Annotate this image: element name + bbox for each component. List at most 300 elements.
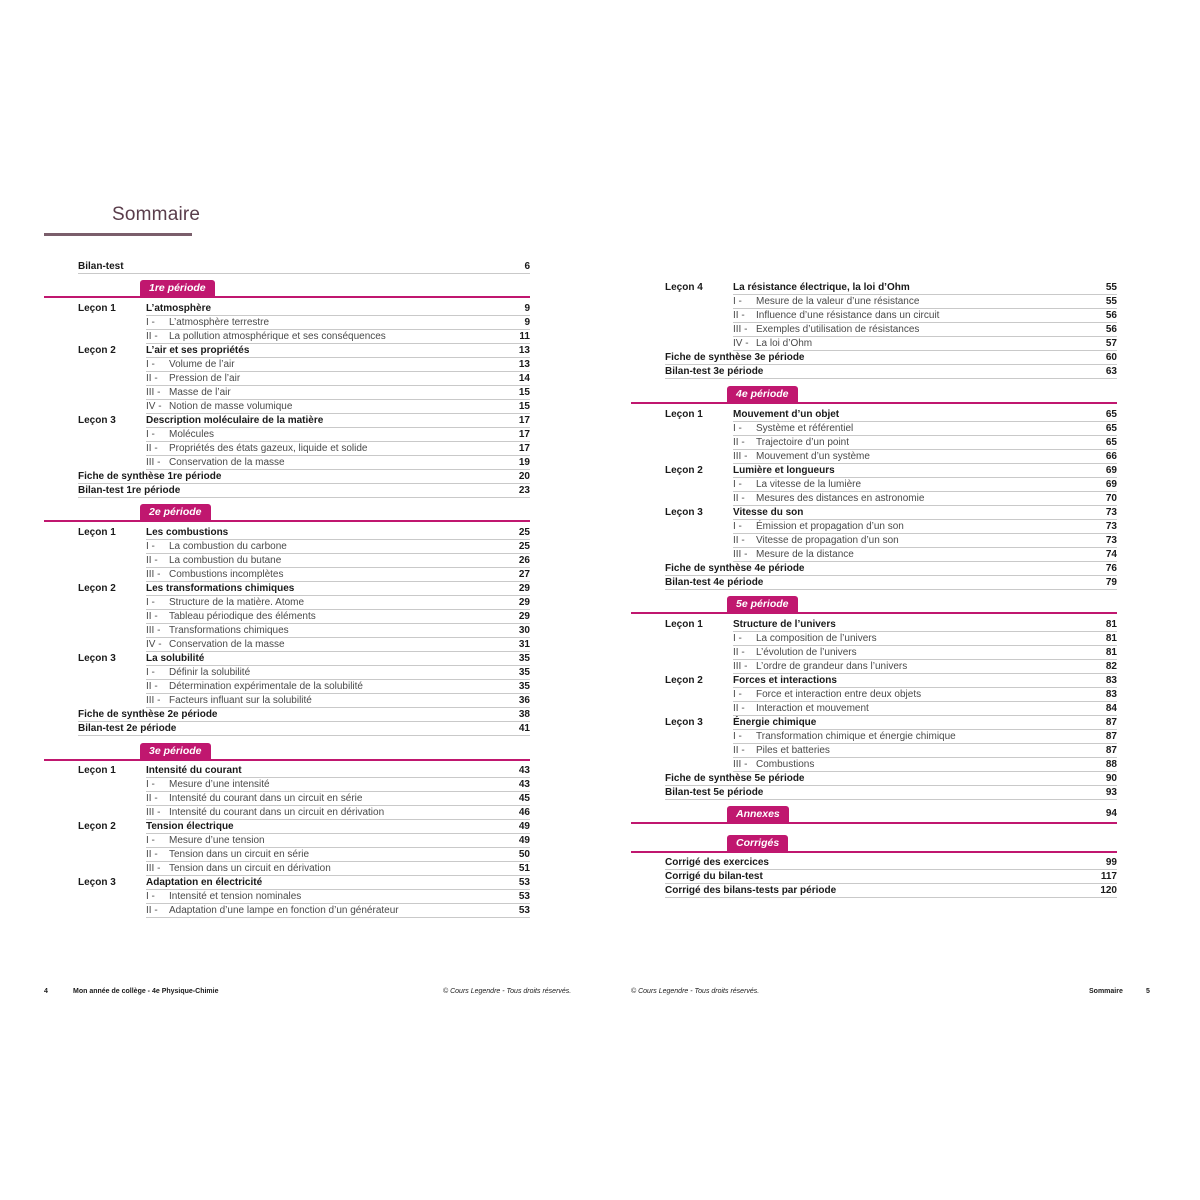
toc-entry-label: Corrigé du bilan-test <box>665 871 763 882</box>
page-number: 69 <box>1105 479 1117 490</box>
page-number: 29 <box>518 583 530 594</box>
page-number: 46 <box>518 807 530 818</box>
section-title: Combustions <box>756 759 815 770</box>
toc-row[interactable] <box>44 722 530 736</box>
lesson-number: Leçon 2 <box>665 465 703 476</box>
page-number: 49 <box>518 835 530 846</box>
toc-row[interactable] <box>44 596 530 610</box>
toc-row[interactable] <box>631 295 1117 309</box>
toc-row[interactable] <box>44 414 530 428</box>
footer-left-page-number: 4 <box>44 988 48 995</box>
toc-row[interactable] <box>44 904 530 918</box>
section-numeral: I - <box>733 479 742 490</box>
page-number: 45 <box>518 793 530 804</box>
section-numeral: IV - <box>733 338 749 349</box>
page-number: 25 <box>518 527 530 538</box>
section-title: Mouvement d’un système <box>756 451 870 462</box>
period-label: 3e période <box>140 743 211 759</box>
toc-row[interactable] <box>44 428 530 442</box>
page-number: 56 <box>1105 324 1117 335</box>
lesson-title: Vitesse du son <box>733 507 804 518</box>
section-numeral: IV - <box>146 401 162 412</box>
toc-row[interactable] <box>44 568 530 582</box>
toc-row[interactable] <box>631 281 1117 295</box>
section-numeral: I - <box>733 633 742 644</box>
toc-row[interactable] <box>631 309 1117 323</box>
footer-left-copyright: © Cours Legendre - Tous droits réservés. <box>443 988 572 995</box>
toc-row[interactable] <box>631 365 1117 379</box>
toc-row[interactable] <box>44 260 530 274</box>
section-title: Mesure d’une intensité <box>169 779 270 790</box>
leader-line <box>78 497 530 498</box>
section-numeral: III - <box>146 457 161 468</box>
section-numeral: III - <box>146 863 161 874</box>
page-number: 26 <box>518 555 530 566</box>
page-number: 73 <box>1105 507 1117 518</box>
page-number: 84 <box>1105 703 1117 714</box>
page-number: 90 <box>1105 773 1117 784</box>
page-number: 69 <box>1105 465 1117 476</box>
toc-row[interactable] <box>631 688 1117 702</box>
toc-entry-label: Bilan-test 2e période <box>78 723 177 734</box>
page-number: 55 <box>1105 296 1117 307</box>
toc-row[interactable] <box>631 492 1117 506</box>
section-title: L’ordre de grandeur dans l’univers <box>756 661 908 672</box>
section-title: Exemples d’utilisation de résistances <box>756 324 920 335</box>
page-number: 50 <box>518 849 530 860</box>
period-label: Corrigés <box>727 835 788 851</box>
toc-row[interactable] <box>631 646 1117 660</box>
toc-row[interactable] <box>631 884 1117 898</box>
page-number: 25 <box>518 541 530 552</box>
lesson-number: Leçon 3 <box>665 717 703 728</box>
lesson-number: Leçon 1 <box>78 303 116 314</box>
section-numeral: I - <box>733 296 742 307</box>
toc-row[interactable] <box>44 834 530 848</box>
section-numeral: I - <box>146 429 155 440</box>
section-numeral: II - <box>146 555 158 566</box>
lesson-number: Leçon 3 <box>665 507 703 518</box>
toc-entry-label: Corrigé des exercices <box>665 857 769 868</box>
toc-row[interactable] <box>631 436 1117 450</box>
toc-entry-label: Bilan-test 1re période <box>78 485 181 496</box>
section-numeral: I - <box>733 689 742 700</box>
section-numeral: I - <box>146 891 155 902</box>
section-title: Intensité du courant dans un circuit en dérivation <box>169 807 385 818</box>
toc-entry-label: Fiche de synthèse 4e période <box>665 563 805 574</box>
toc-row[interactable] <box>631 464 1117 478</box>
period-rule <box>631 822 1117 824</box>
toc-row[interactable] <box>631 351 1117 365</box>
section-numeral: III - <box>146 695 161 706</box>
page-number: 57 <box>1105 338 1117 349</box>
leader-line <box>78 735 530 736</box>
page-number: 9 <box>524 303 530 314</box>
page-number: 14 <box>518 373 530 384</box>
page-number: 15 <box>518 401 530 412</box>
lesson-title: Mouvement d’un objet <box>733 409 840 420</box>
toc-row[interactable] <box>44 876 530 890</box>
section-title: Système et référentiel <box>756 423 854 434</box>
page-number: 70 <box>1105 493 1117 504</box>
toc-row[interactable] <box>44 610 530 624</box>
period-label: 1re période <box>140 280 215 296</box>
toc-entry-label: Bilan-test 4e période <box>665 577 764 588</box>
toc-row[interactable] <box>631 856 1117 870</box>
page-number: 82 <box>1105 661 1117 672</box>
toc-row[interactable] <box>631 323 1117 337</box>
page-number: 17 <box>518 429 530 440</box>
page-number: 29 <box>518 611 530 622</box>
footer-book-title: Mon année de collège - 4e Physique-Chimie <box>73 988 219 995</box>
toc-row[interactable] <box>631 730 1117 744</box>
toc-entry-label: Fiche de synthèse 3e période <box>665 352 805 363</box>
page-number: 53 <box>518 891 530 902</box>
toc-row[interactable] <box>631 758 1117 772</box>
page-number: 99 <box>1105 857 1117 868</box>
page-number: 11 <box>519 331 530 342</box>
toc-row[interactable] <box>631 660 1117 674</box>
toc-row[interactable] <box>44 890 530 904</box>
toc-row[interactable] <box>44 778 530 792</box>
section-title: Adaptation d’une lampe en fonction d’un générateur <box>169 905 399 916</box>
toc-row[interactable] <box>44 526 530 540</box>
period-header <box>631 386 1117 406</box>
section-numeral: I - <box>733 731 742 742</box>
toc-row[interactable] <box>44 848 530 862</box>
period-label: 4e période <box>727 386 798 402</box>
toc-row[interactable] <box>44 694 530 708</box>
section-numeral: II - <box>733 703 745 714</box>
toc-row[interactable] <box>44 386 530 400</box>
section-title: L’évolution de l’univers <box>756 647 857 658</box>
page-number: 93 <box>1105 787 1117 798</box>
toc-entry-label: Bilan-test 3e période <box>665 366 764 377</box>
period-label: Annexes <box>727 806 789 822</box>
section-numeral: III - <box>733 451 748 462</box>
page-number: 87 <box>1105 745 1117 756</box>
toc-row[interactable] <box>631 422 1117 436</box>
page-number: 43 <box>518 765 530 776</box>
toc-row[interactable] <box>44 806 530 820</box>
page-number: 30 <box>518 625 530 636</box>
section-numeral: II - <box>146 681 158 692</box>
page-number: 27 <box>518 569 530 580</box>
toc-row[interactable] <box>44 344 530 358</box>
toc-row[interactable] <box>44 302 530 316</box>
toc-row[interactable] <box>44 484 530 498</box>
section-numeral: II - <box>146 373 158 384</box>
leader-line <box>146 917 530 918</box>
toc-row[interactable] <box>44 330 530 344</box>
toc-row[interactable] <box>631 337 1117 351</box>
page-number: 6 <box>524 261 530 272</box>
section-title: Définir la solubilité <box>169 667 251 678</box>
lesson-number: Leçon 2 <box>78 821 116 832</box>
section-numeral: II - <box>146 611 158 622</box>
lesson-number: Leçon 3 <box>78 415 116 426</box>
toc-row[interactable] <box>631 786 1117 800</box>
page-number: 73 <box>1105 535 1117 546</box>
toc-row[interactable] <box>44 680 530 694</box>
section-title: Conservation de la masse <box>169 457 285 468</box>
section-title: Pression de l’air <box>169 373 241 384</box>
toc-row[interactable] <box>44 540 530 554</box>
section-title: Mesure de la distance <box>756 549 854 560</box>
page-number: 38 <box>518 709 530 720</box>
toc-entry-label: Bilan-test <box>78 261 124 272</box>
page-number: 31 <box>518 639 530 650</box>
section-numeral: IV - <box>146 639 162 650</box>
page-number: 23 <box>518 485 530 496</box>
section-numeral: III - <box>146 807 161 818</box>
section-title: La loi d’Ohm <box>756 338 813 349</box>
section-title: Transformation chimique et énergie chimique <box>756 731 956 742</box>
toc-row[interactable] <box>44 708 530 722</box>
leader-line <box>665 589 1117 590</box>
page-number: 65 <box>1105 409 1117 420</box>
section-numeral: II - <box>733 647 745 658</box>
period-header <box>631 596 1117 616</box>
toc-row[interactable] <box>44 764 530 778</box>
toc-row[interactable] <box>44 316 530 330</box>
section-numeral: I - <box>146 597 155 608</box>
period-rule <box>631 402 1117 404</box>
lesson-title: Tension électrique <box>146 821 234 832</box>
section-title: La combustion du butane <box>169 555 282 566</box>
section-title: Trajectoire d’un point <box>756 437 850 448</box>
section-title: Mesure de la valeur d’une résistance <box>756 296 920 307</box>
period-header <box>631 806 1117 826</box>
toc-row[interactable] <box>631 772 1117 786</box>
lesson-title: Forces et interactions <box>733 675 837 686</box>
section-numeral: II - <box>733 745 745 756</box>
toc-row[interactable] <box>44 358 530 372</box>
period-rule <box>631 612 1117 614</box>
toc-row[interactable] <box>44 666 530 680</box>
section-title: Intensité du courant dans un circuit en série <box>169 793 363 804</box>
period-rule <box>44 759 530 761</box>
page-number: 13 <box>518 345 530 356</box>
section-title: Molécules <box>169 429 215 440</box>
page-number: 87 <box>1105 731 1117 742</box>
lesson-number: Leçon 2 <box>665 675 703 686</box>
lesson-title: Lumière et longueurs <box>733 465 835 476</box>
lesson-title: L’atmosphère <box>146 303 212 314</box>
page-number: 83 <box>1105 689 1117 700</box>
toc-row[interactable] <box>631 674 1117 688</box>
toc-row[interactable] <box>44 820 530 834</box>
section-numeral: II - <box>733 535 745 546</box>
toc-row[interactable] <box>44 792 530 806</box>
toc-row[interactable] <box>631 506 1117 520</box>
period-header <box>44 280 530 300</box>
toc-entry-label: Bilan-test 5e période <box>665 787 764 798</box>
lesson-number: Leçon 1 <box>665 409 703 420</box>
period-rule <box>44 520 530 522</box>
toc-row[interactable] <box>631 870 1117 884</box>
toc-row[interactable] <box>44 624 530 638</box>
section-title: Tension dans un circuit en série <box>169 849 310 860</box>
page-number: 15 <box>518 387 530 398</box>
page-number: 53 <box>518 905 530 916</box>
page-number: 88 <box>1105 759 1117 770</box>
section-title: Volume de l’air <box>169 359 235 370</box>
section-title: Transformations chimiques <box>169 625 289 636</box>
section-title: Mesures des distances en astronomie <box>756 493 925 504</box>
section-title: Force et interaction entre deux objets <box>756 689 922 700</box>
period-label: 2e période <box>140 504 211 520</box>
toc-row[interactable] <box>631 716 1117 730</box>
period-header <box>44 743 530 763</box>
period-rule <box>631 851 1117 853</box>
toc-row[interactable] <box>631 548 1117 562</box>
section-title: Structure de la matière. Atome <box>169 597 305 608</box>
section-title: Combustions incomplètes <box>169 569 284 580</box>
page-number: 17 <box>518 415 530 426</box>
leader-line <box>665 897 1117 898</box>
lesson-number: Leçon 1 <box>78 527 116 538</box>
lesson-number: Leçon 1 <box>78 765 116 776</box>
toc-row[interactable] <box>631 702 1117 716</box>
toc-row[interactable] <box>44 470 530 484</box>
toc-entry-label: Corrigé des bilans-tests par période <box>665 885 837 896</box>
lesson-number: Leçon 3 <box>78 877 116 888</box>
page-number: 81 <box>1105 619 1117 630</box>
page-number: 43 <box>518 779 530 790</box>
page-number: 35 <box>518 667 530 678</box>
toc-row[interactable] <box>631 520 1117 534</box>
section-numeral: III - <box>146 387 161 398</box>
toc-row[interactable] <box>631 478 1117 492</box>
page-title: Sommaire <box>112 204 201 225</box>
toc-row[interactable] <box>44 862 530 876</box>
toc-row[interactable] <box>631 450 1117 464</box>
section-numeral: II - <box>146 331 158 342</box>
section-title: La composition de l’univers <box>756 633 877 644</box>
lesson-title: La solubilité <box>146 653 205 664</box>
lesson-title: Description moléculaire de la matière <box>146 415 324 426</box>
toc-row[interactable] <box>44 638 530 652</box>
lesson-number: Leçon 2 <box>78 345 116 356</box>
toc-row[interactable] <box>44 442 530 456</box>
toc-row[interactable] <box>631 408 1117 422</box>
section-title: Conservation de la masse <box>169 639 285 650</box>
page-number: 35 <box>518 681 530 692</box>
page-number: 56 <box>1105 310 1117 321</box>
section-numeral: II - <box>146 849 158 860</box>
section-numeral: II - <box>733 437 745 448</box>
page-number: 17 <box>518 443 530 454</box>
toc-row[interactable] <box>44 456 530 470</box>
section-title: Mesure d’une tension <box>169 835 265 846</box>
section-numeral: I - <box>146 359 155 370</box>
toc-row[interactable] <box>631 632 1117 646</box>
page-number: 36 <box>518 695 530 706</box>
toc-entry-label: Fiche de synthèse 2e période <box>78 709 218 720</box>
page-number: 81 <box>1105 647 1117 658</box>
toc-row[interactable] <box>631 576 1117 590</box>
period-label: 5e période <box>727 596 798 612</box>
section-title: Tension dans un circuit en dérivation <box>169 863 331 874</box>
page-number: 29 <box>518 597 530 608</box>
section-numeral: II - <box>146 443 158 454</box>
page-number: 87 <box>1105 717 1117 728</box>
leader-line <box>665 378 1117 379</box>
section-numeral: I - <box>733 521 742 532</box>
toc-row[interactable] <box>44 372 530 386</box>
section-numeral: II - <box>146 793 158 804</box>
toc-row[interactable] <box>44 554 530 568</box>
page-number: 35 <box>518 653 530 664</box>
lesson-title: Adaptation en électricité <box>146 877 263 888</box>
page-number: 117 <box>1100 871 1117 882</box>
toc-row[interactable] <box>44 400 530 414</box>
section-numeral: I - <box>146 317 155 328</box>
page-number: 79 <box>1105 577 1117 588</box>
period-header <box>44 504 530 524</box>
toc-row[interactable] <box>631 744 1117 758</box>
section-title: Propriétés des états gazeux, liquide et solide <box>169 443 368 454</box>
page-number: 65 <box>1105 437 1117 448</box>
page-number: 53 <box>518 877 530 888</box>
section-title: Influence d’une résistance dans un circuit <box>756 310 940 321</box>
lesson-title: Énergie chimique <box>733 717 817 728</box>
page-number: 76 <box>1105 563 1117 574</box>
lesson-number: Leçon 2 <box>78 583 116 594</box>
page-number: 66 <box>1105 451 1117 462</box>
page-number: 94 <box>1105 808 1117 819</box>
lesson-title: L’air et ses propriétés <box>146 345 250 356</box>
lesson-number: Leçon 3 <box>78 653 116 664</box>
section-title: Tableau périodique des éléments <box>169 611 316 622</box>
toc-row[interactable] <box>44 652 530 666</box>
section-numeral: II - <box>146 905 158 916</box>
section-numeral: I - <box>733 423 742 434</box>
toc-entry-label: Fiche de synthèse 1re période <box>78 471 222 482</box>
section-numeral: I - <box>146 779 155 790</box>
leader-line <box>78 273 530 274</box>
toc-row[interactable] <box>631 562 1117 576</box>
footer-right-page-number: 5 <box>1146 988 1150 995</box>
section-title: Piles et batteries <box>756 745 830 756</box>
page-number: 65 <box>1105 423 1117 434</box>
title-underline <box>44 233 192 236</box>
page-number: 63 <box>1105 366 1117 377</box>
page-number: 51 <box>518 863 530 874</box>
section-title: Facteurs influant sur la solubilité <box>169 695 312 706</box>
section-numeral: II - <box>733 493 745 504</box>
section-numeral: I - <box>146 835 155 846</box>
section-numeral: III - <box>733 324 748 335</box>
toc-row[interactable] <box>631 618 1117 632</box>
section-numeral: III - <box>146 569 161 580</box>
section-numeral: I - <box>146 541 155 552</box>
lesson-title: Les transformations chimiques <box>146 583 295 594</box>
section-title: La combustion du carbone <box>169 541 287 552</box>
page-number: 55 <box>1105 282 1117 293</box>
lesson-number: Leçon 1 <box>665 619 703 630</box>
section-title: Masse de l’air <box>169 387 231 398</box>
page-number: 41 <box>518 723 530 734</box>
page-number: 73 <box>1105 521 1117 532</box>
section-title: Émission et propagation d’un son <box>756 521 904 532</box>
page-number: 120 <box>1100 885 1117 896</box>
page-number: 74 <box>1105 549 1117 560</box>
toc-row[interactable] <box>44 582 530 596</box>
footer-right-copyright: © Cours Legendre - Tous droits réservés. <box>631 988 760 995</box>
toc-row[interactable] <box>631 534 1117 548</box>
